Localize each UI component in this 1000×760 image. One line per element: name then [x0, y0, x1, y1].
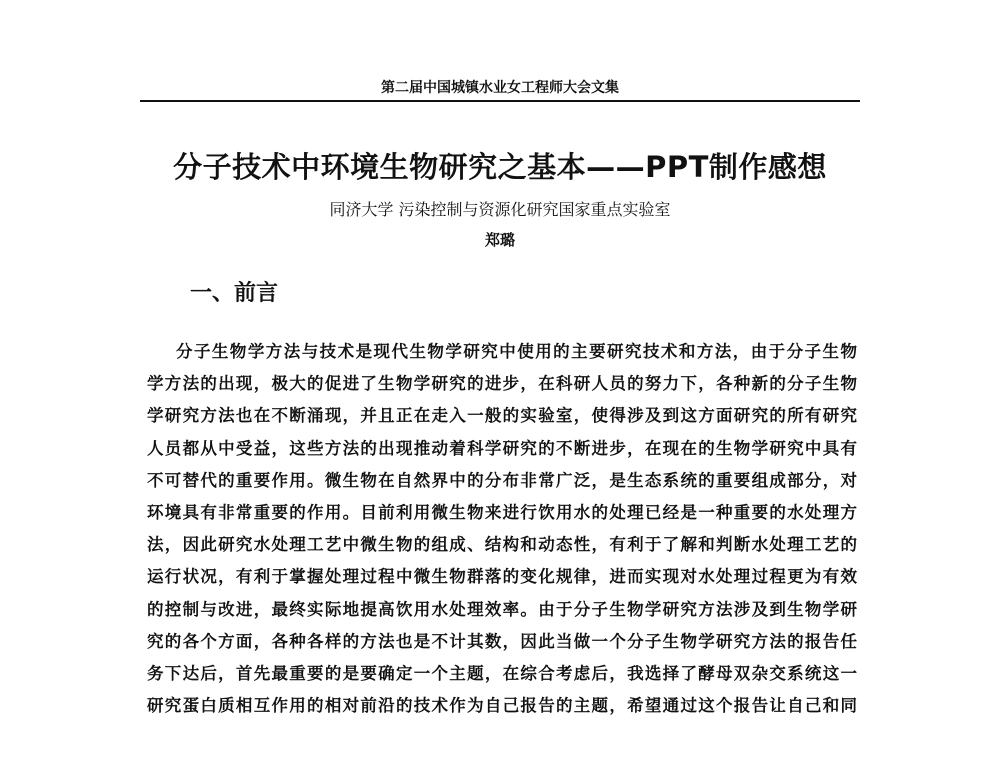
paragraph-line: 环境具有非常重要的作用。目前利用微生物来进行饮用水的处理已经是一种重要的水处理方 — [147, 502, 857, 522]
paragraph-line: 研究蛋白质相互作用的相对前沿的技术作为自己报告的主题，希望通过这个报告让自己和同 — [147, 696, 857, 716]
section-heading: 一、前言 — [190, 281, 279, 306]
author: 郑璐 — [484, 231, 515, 249]
paragraph-line: 学研究方法也在不断涌现，并且正在走入一般的实验室，使得涉及到这方面研究的所有研究 — [147, 406, 857, 426]
paragraph-line: 究的各个方面，各种各样的方法也是不计其数，因此当做一个分子生物学研究方法的报告任 — [147, 631, 857, 651]
paragraph-line: 运行状况，有利于掌握处理过程中微生物群落的变化规律，进而实现对水处理过程更为有效 — [147, 567, 857, 587]
paper-title: 分子技术中环境生物研究之基本——PPT制作感想 — [173, 150, 827, 184]
paragraph-line: 学方法的出现，极大的促进了生物学研究的进步，在科研人员的努力下，各种新的分子生物 — [147, 374, 857, 394]
running-head: 第二届中国城镇水业女工程师大会文集 — [381, 80, 619, 96]
paragraph-line: 人员都从中受益，这些方法的出现推动着科学研究的不断进步，在现在的生物学研究中具有 — [147, 438, 857, 458]
paragraph-line: 的控制与改进，最终实际地提高饮用水处理效率。由于分子生物学研究方法涉及到生物学研 — [147, 599, 857, 619]
affiliation: 同济大学 污染控制与资源化研究国家重点实验室 — [329, 200, 671, 219]
header-rule — [140, 100, 860, 102]
paragraph-line: 分子生物学方法与技术是现代生物学研究中使用的主要研究技术和方法，由于分子生物 — [176, 342, 857, 361]
paragraph-line: 不可替代的重要作用。微生物在自然界中的分布非常广泛，是生态系统的重要组成部分，对 — [147, 470, 857, 490]
paragraph-line: 务下达后，首先最重要的是要确定一个主题，在综合考虑后，我选择了酵母双杂交系统这一 — [147, 663, 857, 683]
paragraph-line: 法，因此研究水处理工艺中微生物的组成、结构和动态性，有利于了解和判断水处理工艺的 — [147, 535, 857, 555]
body-paragraph — [147, 336, 857, 722]
